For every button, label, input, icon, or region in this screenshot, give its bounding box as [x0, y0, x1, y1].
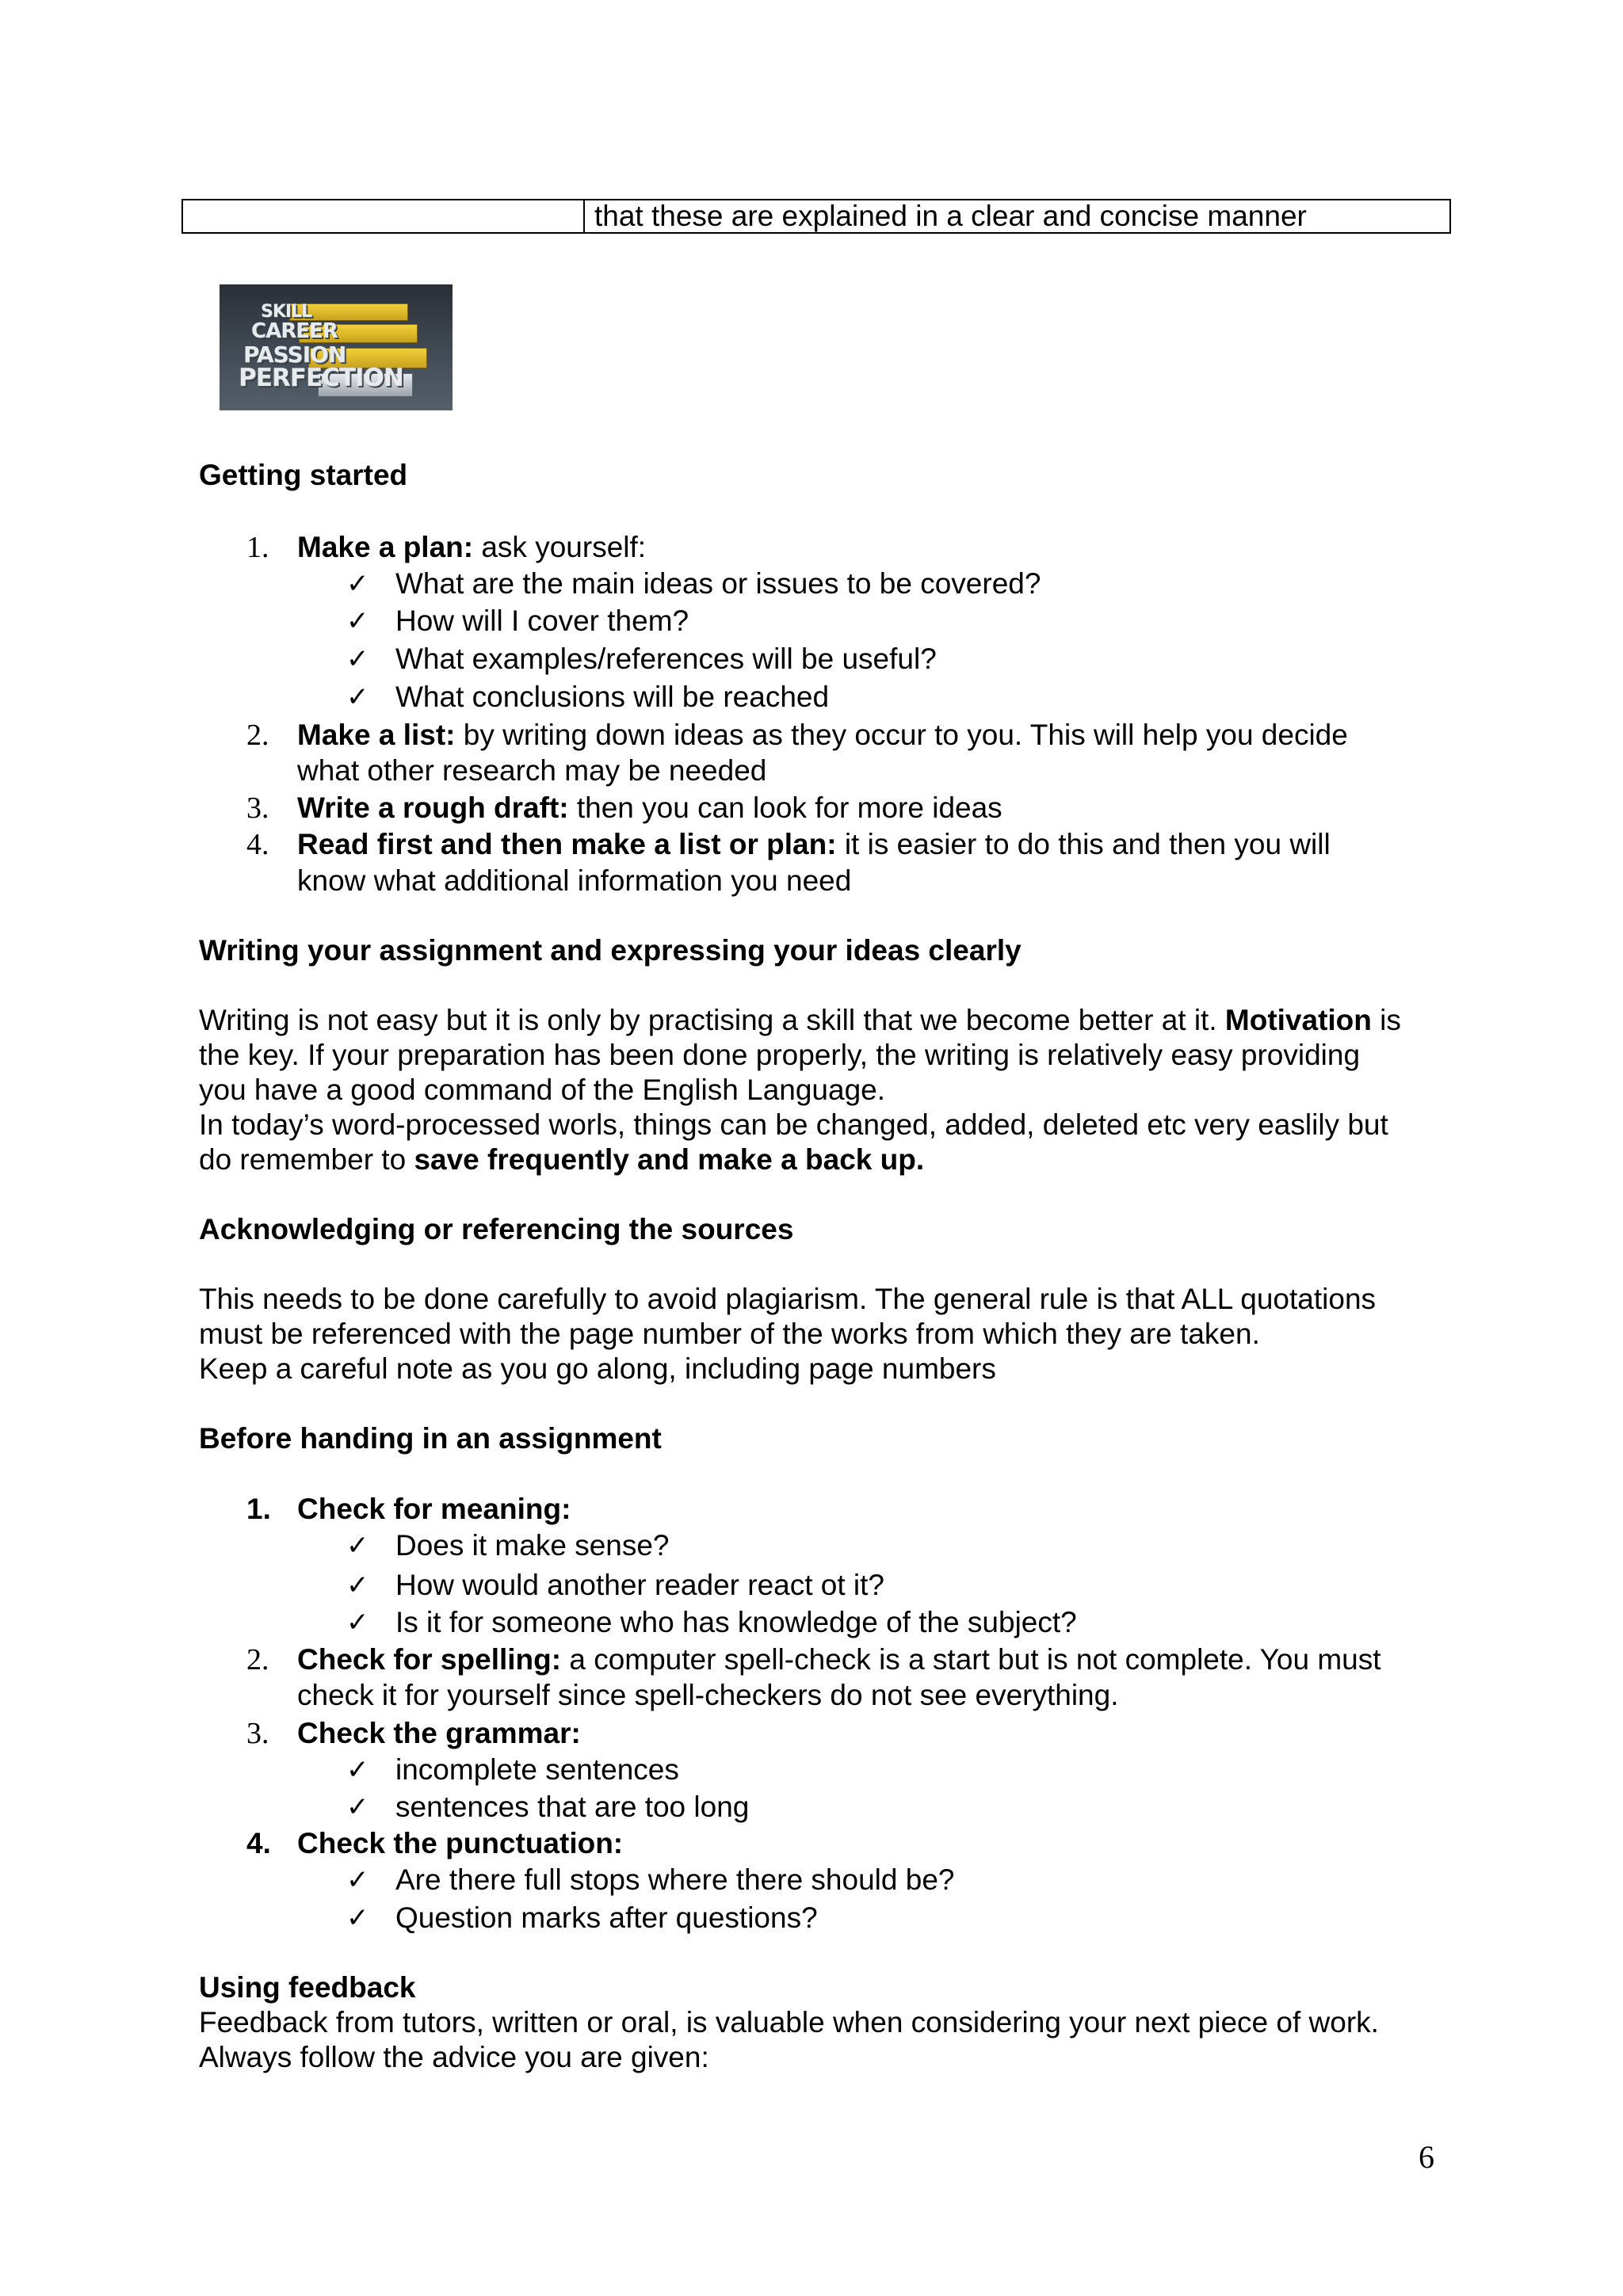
image-word-perfection: PERFECTION [239, 364, 403, 392]
skill-career-image [220, 284, 453, 410]
check-icon: ✓ [346, 1530, 369, 1562]
paragraph-line: you have a good command of the English Language. [199, 1074, 886, 1106]
heading-referencing: Acknowledging or referencing the sources [199, 1213, 794, 1245]
paragraph-line: In today’s word-processed worls, things can be changed, added, deleted etc very easlily but [199, 1108, 1388, 1141]
checklist-item: How would another reader react ot it? [395, 1569, 885, 1601]
list-number: 3. [246, 1717, 269, 1750]
list-number: 4. [246, 828, 269, 861]
image-word-career: CAREER [251, 319, 338, 343]
check-icon: ✓ [346, 568, 369, 600]
checklist-item: sentences that are too long [395, 1791, 750, 1823]
list-item-continuation: what other research may be needed [297, 754, 767, 787]
paragraph-line: Always follow the advice you are given: [199, 2041, 709, 2073]
checklist-item: Is it for someone who has knowledge of the subject? [395, 1606, 1077, 1638]
paragraph-line: Keep a careful note as you go along, including page numbers [199, 1352, 996, 1385]
paragraph-line: the key. If your preparation has been done properly, the writing is relatively easy providing [199, 1039, 1361, 1071]
list-number: 1. [246, 1493, 271, 1525]
check-icon: ✓ [346, 1864, 369, 1896]
table-cell-left [183, 200, 585, 232]
paragraph-line: do remember to save frequently and make a back up. [199, 1143, 925, 1176]
checklist-item: How will I cover them? [395, 605, 689, 637]
checklist-item: What are the main ideas or issues to be covered? [395, 567, 1041, 600]
list-item: Make a list: by writing down ideas as they occur to you. This will help you decide [297, 719, 1348, 751]
checklist-item: What examples/references will be useful? [395, 643, 937, 675]
list-item: Check for meaning: [297, 1493, 571, 1525]
check-icon: ✓ [346, 1902, 369, 1934]
checklist-item: What conclusions will be reached [395, 681, 830, 713]
image-word-skill: SKILL [261, 302, 312, 322]
page-number: 6 [1419, 2139, 1434, 2175]
paragraph-line: This needs to be done carefully to avoid plagiarism. The general rule is that ALL quotations [199, 1283, 1377, 1315]
paragraph-line: must be referenced with the page number of the works from which they are taken. [199, 1318, 1260, 1350]
check-icon: ✓ [346, 1791, 369, 1823]
check-icon: ✓ [346, 1569, 369, 1601]
check-icon: ✓ [346, 643, 369, 675]
checklist-item: Question marks after questions? [395, 1901, 818, 1934]
list-number: 2. [246, 1643, 269, 1676]
check-icon: ✓ [346, 681, 369, 713]
list-item: Check the grammar: [297, 1717, 581, 1749]
checklist-item: Does it make sense? [395, 1529, 670, 1562]
heading-before-handing-in: Before handing in an assignment [199, 1422, 662, 1455]
heading-writing: Writing your assignment and expressing your ideas clearly [199, 934, 1022, 967]
checklist-item: Are there full stops where there should be? [395, 1863, 955, 1896]
paragraph-line: Writing is not easy but it is only by practising a skill that we become better at it. Motivation is [199, 1004, 1401, 1036]
heading-getting-started: Getting started [199, 459, 408, 491]
list-item: Read first and then make a list or plan: it is easier to do this and then you will [297, 828, 1331, 860]
image-word-passion: PASSION [243, 341, 346, 368]
check-icon: ✓ [346, 605, 369, 637]
table-row [181, 199, 1451, 234]
list-item: Make a plan: ask yourself: [297, 531, 647, 563]
list-number: 1. [246, 531, 269, 564]
list-item: Write a rough draft: then you can look for more ideas [297, 791, 1002, 824]
list-item: Check the punctuation: [297, 1827, 624, 1859]
checklist-item: incomplete sentences [395, 1753, 679, 1786]
check-icon: ✓ [346, 1607, 369, 1638]
list-item-continuation: check it for yourself since spell-checkers do not see everything. [297, 1679, 1119, 1711]
list-number: 3. [246, 791, 269, 825]
paragraph-line: Feedback from tutors, written or oral, is valuable when considering your next piece of work. [199, 2006, 1379, 2039]
list-number: 2. [246, 719, 269, 752]
list-item-continuation: know what additional information you need [297, 864, 852, 897]
list-number: 4. [246, 1827, 271, 1859]
heading-using-feedback: Using feedback [199, 1971, 416, 2004]
check-icon: ✓ [346, 1754, 369, 1786]
table-cell-right: that these are explained in a clear and concise manner [594, 200, 1307, 232]
list-item: Check for spelling: a computer spell-check is a start but is not complete. You must [297, 1643, 1381, 1676]
